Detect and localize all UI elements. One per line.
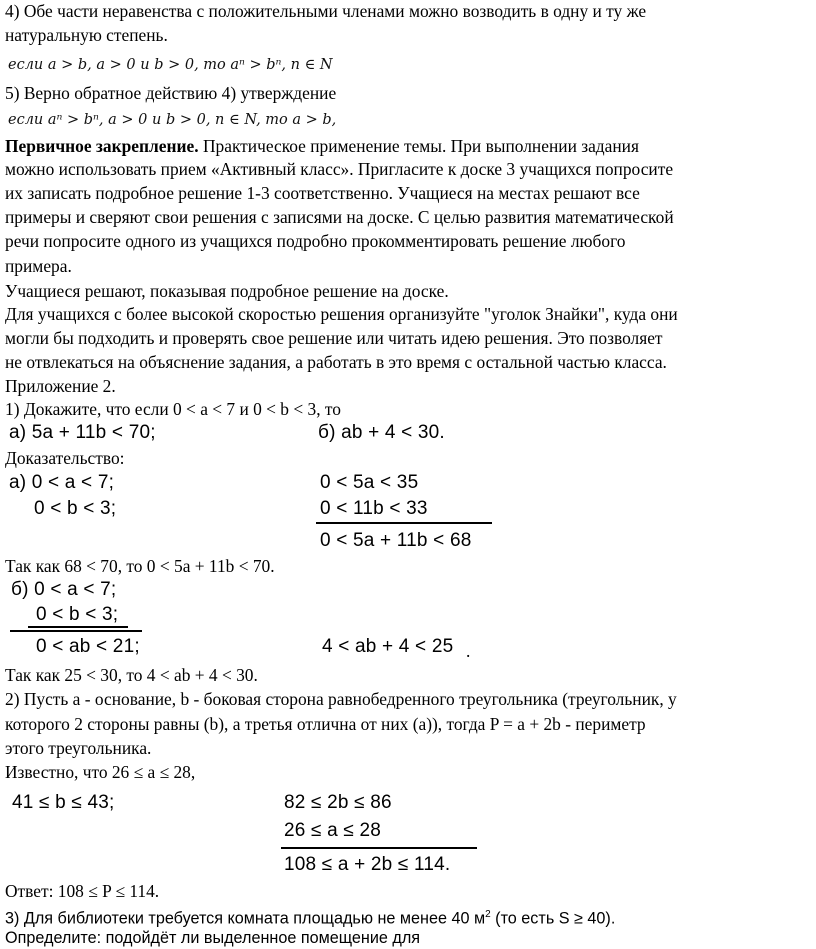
proof-b-right: 4 < ab + 4 < 25 [322, 636, 454, 657]
property-5-formula: если aⁿ > bⁿ, a > 0 и b > 0, n ∈ N, то a > b, [8, 112, 337, 128]
task-2-sum-rule [281, 847, 477, 849]
proof-a-right-line-2: 0 < 11b < 33 [320, 498, 428, 519]
proof-a-conclusion: Так как 68 < 70, то 0 < 5a + 11b < 70. [5, 556, 275, 576]
task-1-statement: 1) Докажите, что если 0 < a < 7 и 0 < b < 3, то [5, 399, 341, 419]
task-2-right-line-2: 26 ≤ a ≤ 28 [284, 820, 382, 841]
property-5-line-1: 5) Верно обратное действию 4) утверждение [5, 83, 337, 103]
task-2-answer: Ответ: 108 ≤ P ≤ 114. [5, 881, 160, 901]
consolidation-line-5: речи попросите одного из учащихся подробно прокомментировать решение любого [5, 231, 626, 251]
proof-b-line-3: 0 < ab < 21; [36, 636, 140, 657]
task-3-line-1-tail: (то есть S ≥ 40). [490, 909, 616, 928]
consolidation-line-10: не отвлекаться на объяснение задания, а работать в это время с остальной частью класса. [5, 352, 667, 372]
proof-a-right-line-3: 0 < 5a + 11b < 68 [320, 530, 472, 551]
proof-b-product-rule [10, 630, 142, 632]
task-3-line-2: Определите: подойдёт ли выделенное помещение для [5, 929, 421, 947]
consolidation-line-2: можно использовать прием «Активный класс». Пригласите к доске 3 учащихся попросите [5, 159, 674, 179]
consolidation-line-3: их записать подробное решение 1-3 соответственно. Учащиеся на местах решают все [5, 183, 640, 203]
proof-a-right-line-1: 0 < 5a < 35 [320, 472, 419, 493]
proof-b-short-rule [28, 626, 128, 628]
task-3-line-1 [5, 904, 615, 929]
task-2-line-1: 2) Пусть a - основание, b - боковая сторона равнобедренного треугольника (треугольник, у [5, 689, 677, 709]
task-2-right-line-3: 108 ≤ a + 2b ≤ 114. [284, 854, 451, 875]
property-4-line-1: 4) Обе части неравенства с положительными членами можно возводить в одну и ту же [5, 1, 647, 21]
task-2-line-2: которого 2 стороны равны (b), а третья отлична от них (a)), тогда P = a + 2b - периметр [5, 714, 646, 734]
task-2-known: Известно, что 26 ≤ a ≤ 28, [5, 762, 196, 782]
task-1-part-a: а) 5a + 11b < 70; [9, 422, 156, 443]
proof-b-line-2: 0 < b < 3; [36, 604, 119, 625]
proof-b-conclusion: Так как 25 < 30, то 4 < ab + 4 < 30. [5, 665, 258, 685]
property-4-formula: если a > b, a > 0 и b > 0, то aⁿ > bⁿ, n ∈ N [8, 57, 333, 73]
consolidation-line-11: Приложение 2. [5, 376, 116, 396]
consolidation-line-1-text: Практическое применение темы. При выполнении задания [198, 136, 639, 156]
task-2-right-line-1: 82 ≤ 2b ≤ 86 [284, 792, 392, 813]
square-superscript: 2 [485, 909, 491, 920]
proof-b-line-1: б) 0 < a < 7; [11, 579, 117, 600]
proof-label: Доказательство: [5, 448, 125, 468]
consolidation-line-9: могли бы подходить и проверять свое решение или читать идею решения. Это позволяет [5, 328, 663, 348]
consolidation-line-8: Для учащихся с более высокой скоростью решения организуйте "уголок Знайки", куда они [5, 304, 678, 324]
task-2-left: 41 ≤ b ≤ 43; [12, 792, 115, 813]
consolidation-line-1 [5, 135, 639, 157]
proof-b-dot: . [466, 641, 471, 661]
consolidation-line-7: Учащиеся решают, показывая подробное решение на доске. [5, 281, 449, 301]
consolidation-line-4: примеры и сверяют свои решения с записями на доске. С целью развития математической [5, 207, 674, 227]
proof-a-left-line-1: а) 0 < a < 7; [9, 472, 115, 493]
task-3-line-1-text: 3) Для библиотеки требуется комната площадью не менее 40 м [5, 909, 486, 928]
proof-a-left-line-2: 0 < b < 3; [34, 498, 117, 519]
proof-a-sum-rule [316, 522, 492, 524]
consolidation-line-6: примера. [5, 256, 72, 276]
task-1-part-b: б) ab + 4 < 30. [318, 422, 445, 443]
consolidation-heading: Первичное закрепление. [5, 136, 199, 156]
property-4-line-2: натуральную степень. [5, 25, 168, 45]
task-2-line-3: этого треугольника. [5, 738, 152, 758]
